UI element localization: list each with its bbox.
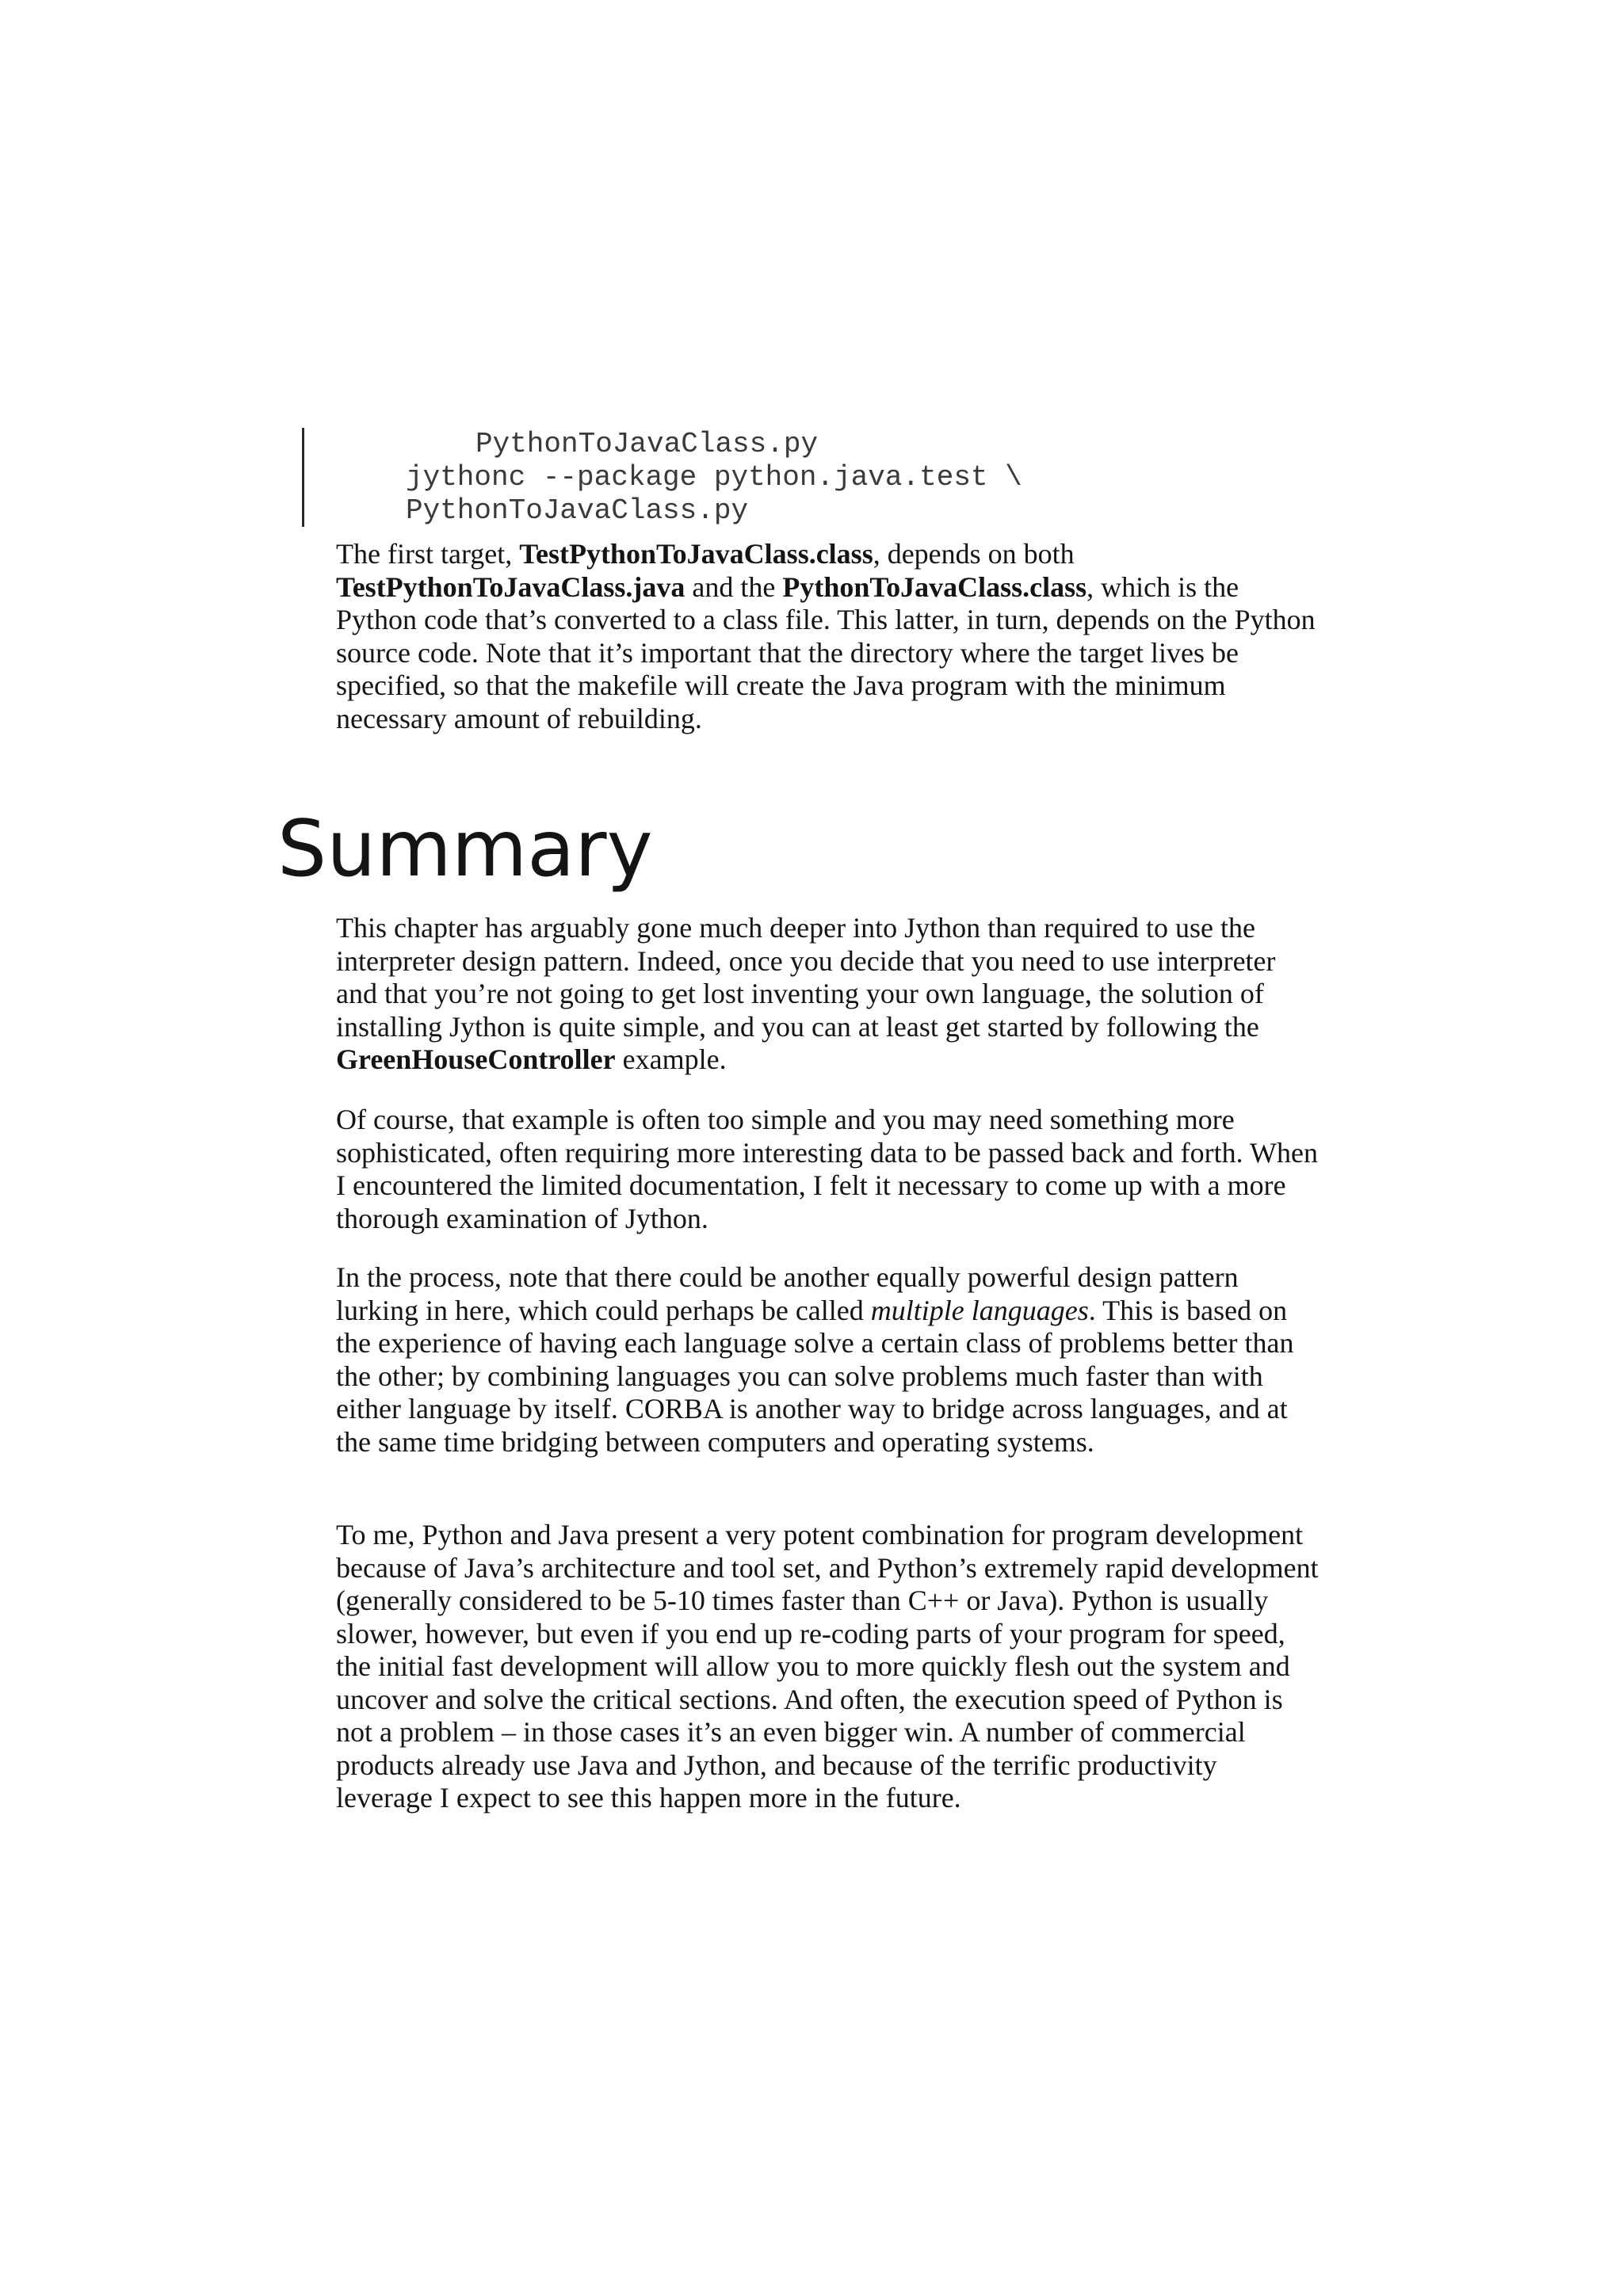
code-line: PythonToJavaClass.py bbox=[406, 494, 749, 527]
class-name: TestPythonToJavaClass.java bbox=[336, 570, 685, 603]
emphasis: multiple languages bbox=[870, 1294, 1089, 1326]
text-run: This chapter has arguably gone much deeper into Jython than required to use the interpreter design pattern. Indeed, once you decide that you need to use interpreter and that you’re not going to get lost inventing your own language, the solution of installing Jython is quite simple, and you can at least get started by following the bbox=[336, 912, 1276, 1043]
text-run: , which is the Python code that’s converted to a class file. This latter, in turn, depends on the Python source code. Note that it’s important that the directory where the target lives be specified, so that the makefile will create the Java program with the minimum necessary amount of rebuilding. bbox=[336, 570, 1316, 734]
code-line: PythonToJavaClass.py bbox=[475, 428, 819, 460]
code-line: jythonc --package python.java.test \ bbox=[406, 461, 1022, 494]
section-heading: Summary bbox=[277, 804, 653, 894]
text-run: , depends on both bbox=[873, 538, 1075, 570]
text-run: and the bbox=[685, 570, 783, 603]
code-change-bar bbox=[302, 428, 304, 527]
class-name: PythonToJavaClass.class bbox=[782, 570, 1087, 603]
class-name: GreenHouseController bbox=[336, 1043, 616, 1075]
paragraph: To me, Python and Java present a very potent combination for program development because of Java’s architecture and tool set, and Python’s extremely rapid development (generally considered to be 5-10 times faster than C++ or Java). Python is usually slower, however, but even if you end up re-coding parts of your program for speed, the initial fast development will allow you to more quickly flesh out the system and uncover and solve the critical sections. And often, the execution speed of Python is not a problem – in those cases it’s an even bigger win. A number of commercial products already use Java and Jython, and because of the terrific productivity leverage I expect to see this happen more in the future. bbox=[336, 1519, 1319, 1814]
text-run: . This is based on the experience of having each language solve a certain class of problems better than the other; by combining languages you can solve problems much faster than with either language by itself. CORBA is another way to bridge across languages, and at the same time bridging between computers and operating systems. bbox=[336, 1294, 1294, 1458]
text-run: In the process, note that there could be another equally powerful design pattern lurking in here, which could perhaps be called bbox=[336, 1261, 1239, 1326]
class-name: TestPythonToJavaClass.class bbox=[519, 538, 873, 570]
paragraph bbox=[336, 912, 1319, 1077]
code-block bbox=[406, 428, 1022, 528]
paragraph bbox=[336, 1261, 1319, 1459]
text-run: example. bbox=[615, 1043, 727, 1075]
intro-paragraph bbox=[336, 538, 1319, 735]
text-run: The first target, bbox=[336, 538, 520, 570]
paragraph: Of course, that example is often too simple and you may need something more sophisticated, often requiring more interesting data to be passed back and forth. When I encountered the limited documentation, I felt it necessary to come up with a more thorough examination of Jython. bbox=[336, 1104, 1318, 1234]
